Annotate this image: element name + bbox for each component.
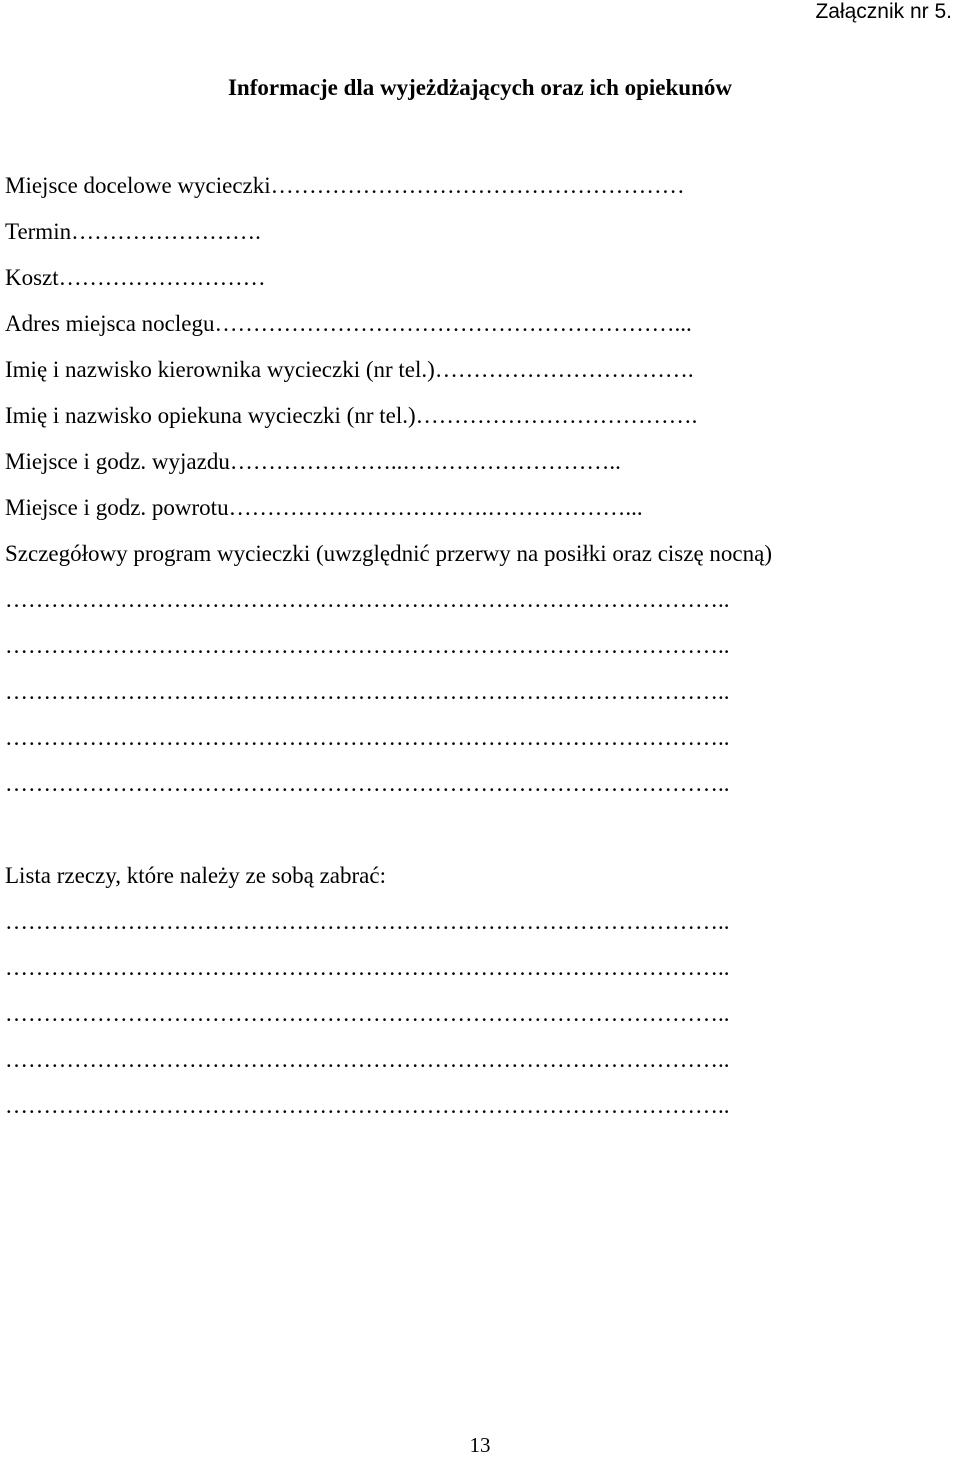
field-trip-guardian: Imię i nazwisko opiekuna wycieczki (nr tel.)………………………………. xyxy=(5,403,698,428)
items-label: Lista rzeczy, które należy ze sobą zabrać: xyxy=(5,863,386,888)
page-number: 13 xyxy=(469,1433,491,1457)
items-line: ………………………………………………………………………………….. xyxy=(5,1001,730,1026)
program-line: ………………………………………………………………………………….. xyxy=(5,679,730,704)
section-gap xyxy=(5,814,955,860)
field-date: Termin……………………. xyxy=(5,219,261,244)
items-line: ………………………………………………………………………………….. xyxy=(5,955,730,980)
field-program-heading: Szczegółowy program wycieczki (uwzględnić przerwy na posiłki oraz ciszę nocną) xyxy=(5,541,772,566)
field-departure: Miejsce i godz. wyjazdu…………………..……………………….. xyxy=(5,449,621,474)
items-line: ………………………………………………………………………………….. xyxy=(5,909,730,934)
field-destination: Miejsce docelowe wycieczki……………………………………………… xyxy=(5,173,685,198)
document-title: Informacje dla wyjeżdżających oraz ich opiekunów xyxy=(227,75,732,100)
field-return: Miejsce i godz. powrotu…………………………….………………... xyxy=(5,495,643,520)
field-lodging-address: Adres miejsca noclegu……………………………………………………... xyxy=(5,311,692,336)
program-line: ………………………………………………………………………………….. xyxy=(5,725,730,750)
items-line: ………………………………………………………………………………….. xyxy=(5,1047,730,1072)
form-fields xyxy=(5,170,955,1136)
program-line: ………………………………………………………………………………….. xyxy=(5,633,730,658)
items-line: ………………………………………………………………………………….. xyxy=(5,1093,730,1118)
program-line: ………………………………………………………………………………….. xyxy=(5,587,730,612)
annex-label: Załącznik nr 5. xyxy=(815,0,952,23)
field-cost: Koszt……………………… xyxy=(5,265,266,290)
program-line: ………………………………………………………………………………….. xyxy=(5,771,730,796)
field-trip-leader: Imię i nazwisko kierownika wycieczki (nr tel.)……………………………. xyxy=(5,357,694,382)
